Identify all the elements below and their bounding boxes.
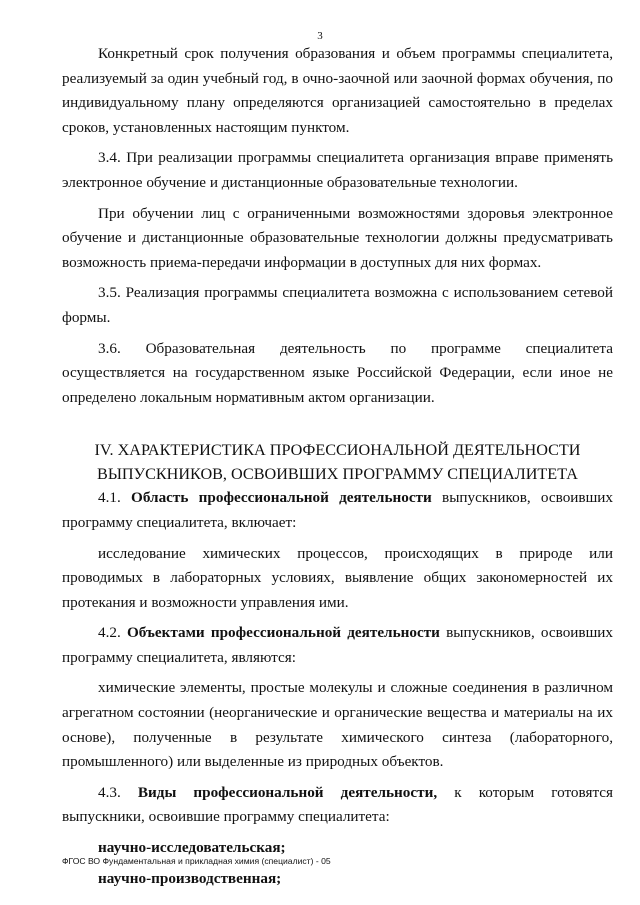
paragraph-3-5: 3.5. Реализация программы специалитета возможна с использованием сетевой формы. — [62, 284, 613, 326]
paragraph-term-of-study: Конкретный срок получения образования и объем программы специалитета, реализуемый за один учебный год, в очно-заочной или заочной формах обучения, по индивидуальному плану определяются организацией самостоятельно в пределах сроков, установленных настоящим пунктом. — [62, 45, 613, 136]
paragraph-disabled-students: При обучении лиц с ограниченными возможностями здоровья электронное обучение и дистанционные образовательные технологии должны предусматривать возможность приема-передачи информации в доступных для них формах. — [62, 204, 613, 271]
activity-item-research: научно-исследовательская; — [98, 839, 286, 857]
paragraph-4-1-bold: Область профессиональной деятельности — [131, 489, 432, 507]
section-heading-line-2: ВЫПУСКНИКОВ, ОСВОИВШИХ ПРОГРАММУ СПЕЦИАЛИТЕТА — [97, 465, 578, 484]
paragraph-4-2 — [62, 621, 613, 670]
activity-item-production: научно-производственная; — [98, 869, 282, 887]
paragraph-4-2-body: химические элементы, простые молекулы и сложные соединения в различном агрегатном состоянии (неорганические и органические вещества и материалы на их основе), полученные в результате химического синтеза (лабораторного, промышленного) или выделенные из природных объектов. — [62, 679, 613, 771]
paragraph-4-1 — [62, 486, 613, 535]
paragraph-4-1-body: исследование химических процессов, происходящих в природе или проводимых в лабораторных условиях, выявление общих закономерностей их протекания и возможности управления ими. — [62, 544, 613, 611]
paragraph-3-6: 3.6. Образовательная деятельность по программе специалитета осуществляется на государственном языке Российской Федерации, если иное не определено локальным нормативным актом организации. — [62, 339, 613, 406]
paragraph-4-3-rest: к которым готовятся выпускники, освоившие программу специалитета: — [62, 783, 613, 826]
document-footer: ФГОС ВО Фундаментальная и прикладная химия (специалист) - 05 — [62, 856, 331, 866]
paragraph-4-1-number: 4.1. — [98, 489, 121, 507]
paragraph-4-2-number: 4.2. — [98, 624, 121, 642]
paragraph-3-4: 3.4. При реализации программы специалитета организация вправе применять электронное обучение и дистанционные образовательные технологии. — [62, 149, 613, 191]
section-heading-line-1: IV. ХАРАКТЕРИСТИКА ПРОФЕССИОНАЛЬНОЙ ДЕЯТЕЛЬНОСТИ — [94, 441, 581, 460]
paragraph-4-2-rest: выпускников, освоивших программу специалитета, являются: — [62, 624, 614, 666]
paragraph-4-3-number: 4.3. — [98, 783, 121, 801]
page-number: 3 — [317, 30, 323, 42]
paragraph-4-3-bold: Виды профессиональной деятельности, — [137, 783, 438, 801]
section-heading — [62, 438, 613, 486]
paragraph-4-2-bold: Объектами профессиональной деятельности — [126, 624, 440, 642]
document-body — [62, 42, 613, 897]
paragraph-4-1-rest: выпускников, освоивших программу специалитета, включает: — [62, 489, 614, 531]
paragraph-4-3 — [62, 781, 613, 830]
